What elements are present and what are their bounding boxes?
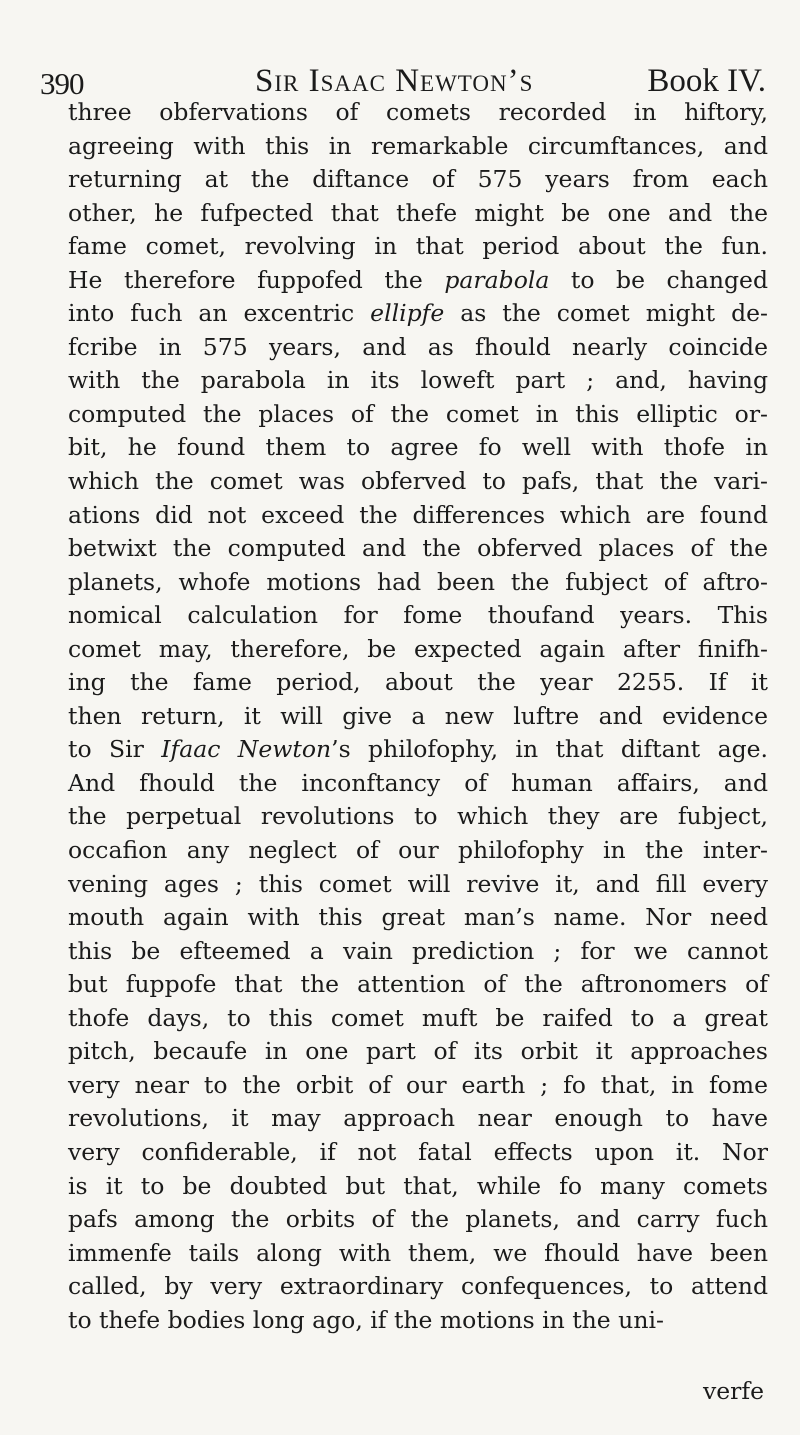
text-line: is it to be doubted but that, while fo many comets: [68, 1171, 768, 1200]
text-line: the perpetual revolutions to which they are fubject,: [68, 802, 768, 831]
text-line: vening ages ; this comet will revive it, and fill every: [68, 869, 768, 898]
text-line: fame comet, revolving in that period about the fun.: [68, 232, 768, 261]
text-line: but fuppofe that the attention of the aftronomers of: [68, 970, 768, 999]
running-head-title: Sir Isaac Newton’s: [255, 63, 534, 99]
running-header: [40, 52, 766, 102]
text-line: planets, whofe motions had been the fubject of aftro-: [68, 567, 768, 596]
text-line: revolutions, it may approach near enough to have: [68, 1104, 768, 1133]
text-line: immenfe tails along with them, we fhould have been: [68, 1238, 768, 1267]
text-line: then return, it will give a new luftre and evidence: [68, 701, 768, 730]
text-line: computed the places of the comet in this elliptic or-: [68, 399, 768, 428]
text-line: nomical calculation for fome thoufand years. This: [68, 601, 768, 630]
text-line: And fhould the inconftancy of human affairs, and: [68, 768, 768, 797]
text-line: called, by very extraordinary confequences, to attend: [68, 1272, 768, 1301]
text-line: which the comet was obferved to pafs, that the vari-: [68, 467, 768, 496]
text-line: pafs among the orbits of the planets, and carry fuch: [68, 1205, 768, 1234]
text-line: to thefe bodies long ago, if the motions in the uni-: [68, 1305, 664, 1334]
text-line: pitch, becaufe in one part of its orbit it approaches: [68, 1037, 768, 1066]
text-line: fcribe in 575 years, and as fhould nearly coincide: [68, 332, 768, 361]
text-line: into fuch an excentric ellipfe as the comet might de-: [68, 299, 768, 328]
page-number: 390: [40, 66, 84, 101]
text-line: He therefore fuppofed the parabola to be changed: [68, 265, 768, 294]
text-line: very near to the orbit of our earth ; fo that, in fome: [68, 1070, 768, 1099]
book-reference: Book IV.: [647, 63, 766, 99]
text-line: comet may, therefore, be expected again after finifh-: [68, 634, 768, 663]
text-line: this be efteemed a vain prediction ; for we cannot: [68, 936, 768, 965]
text-line: to Sir Ifaac Newton’s philofophy, in that diftant age.: [68, 735, 768, 764]
text-line: ations did not exceed the differences which are found: [68, 500, 768, 529]
catchword: verfe: [702, 1377, 764, 1405]
text-line: very confiderable, if not fatal effects upon it. Nor: [68, 1137, 768, 1166]
text-line: bit, he found them to agree fo well with thofe in: [68, 433, 768, 462]
text-line: three obfervations of comets recorded in hiftory,: [68, 98, 768, 126]
text-line: with the parabola in its loweft part ; and, having: [68, 366, 768, 395]
text-line: mouth again with this great man’s name. Nor need: [68, 903, 768, 932]
text-line: other, he fufpected that thefe might be one and the: [68, 198, 768, 227]
text-line: occafion any neglect of our philofophy in the inter-: [68, 836, 768, 865]
text-line: ing the fame period, about the year 2255. If it: [68, 668, 768, 697]
text-line: agreeing with this in remarkable circumftances, and: [68, 131, 768, 160]
text-line: betwixt the computed and the obferved places of the: [68, 534, 768, 563]
text-line: thofe days, to this comet muft be raifed to a great: [68, 1003, 768, 1032]
text-line: returning at the diftance of 575 years from each: [68, 165, 768, 194]
body-text: [68, 96, 768, 1337]
